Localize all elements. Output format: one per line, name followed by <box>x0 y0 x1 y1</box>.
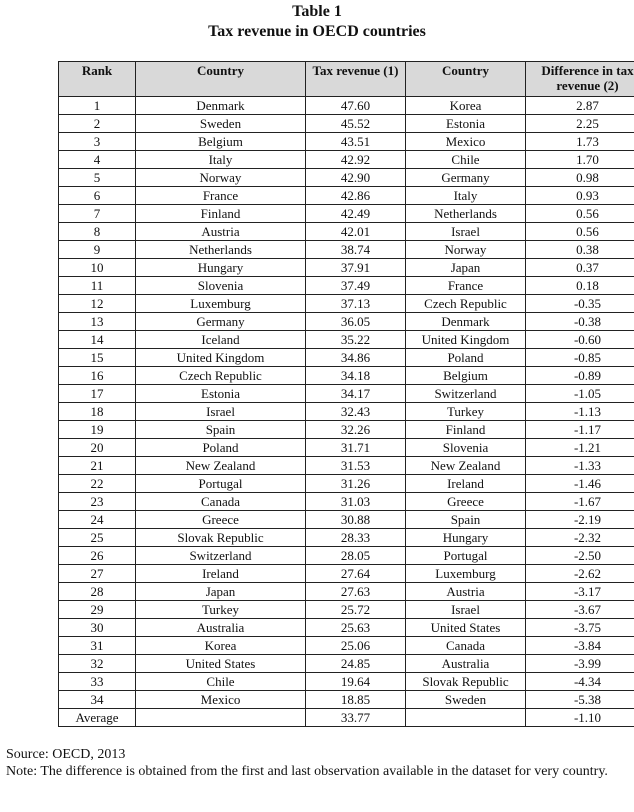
table-row <box>59 421 634 439</box>
cell-rank: 22 <box>59 475 136 493</box>
cell-tax-revenue: 25.06 <box>306 637 406 655</box>
table-row <box>59 367 634 385</box>
table-row <box>59 403 634 421</box>
header-tax-revenue: Tax revenue (1) <box>306 62 406 97</box>
cell-country-2: Italy <box>406 187 526 205</box>
cell-difference: -5.38 <box>526 691 634 709</box>
table-row <box>59 349 634 367</box>
cell-rank: 2 <box>59 115 136 133</box>
cell-rank: 16 <box>59 367 136 385</box>
cell-country: Norway <box>136 169 306 187</box>
cell-difference: -1.33 <box>526 457 634 475</box>
cell-difference: -3.67 <box>526 601 634 619</box>
cell-country-2: Denmark <box>406 313 526 331</box>
cell-tax-revenue: 24.85 <box>306 655 406 673</box>
table-row <box>59 205 634 223</box>
cell-country: Portugal <box>136 475 306 493</box>
cell-rank: 11 <box>59 277 136 295</box>
cell-tax-revenue: 34.17 <box>306 385 406 403</box>
cell-country-2: Austria <box>406 583 526 601</box>
cell-country-2: Korea <box>406 97 526 115</box>
cell-country: Spain <box>136 421 306 439</box>
cell-rank: Average <box>59 709 136 727</box>
cell-rank: 20 <box>59 439 136 457</box>
cell-tax-revenue: 18.85 <box>306 691 406 709</box>
table-row <box>59 673 634 691</box>
cell-country: Korea <box>136 637 306 655</box>
cell-difference: 0.56 <box>526 205 634 223</box>
cell-rank: 26 <box>59 547 136 565</box>
cell-difference: -2.50 <box>526 547 634 565</box>
cell-difference: -2.19 <box>526 511 634 529</box>
cell-country-2: Switzerland <box>406 385 526 403</box>
table-row <box>59 493 634 511</box>
cell-tax-revenue: 25.72 <box>306 601 406 619</box>
cell-country: Canada <box>136 493 306 511</box>
cell-country: Chile <box>136 673 306 691</box>
note-text: Note: The difference is obtained from the first and last observation available in the dataset for very country. <box>6 763 632 780</box>
table-row <box>59 565 634 583</box>
cell-rank: 18 <box>59 403 136 421</box>
cell-country: Italy <box>136 151 306 169</box>
cell-country-2: Estonia <box>406 115 526 133</box>
cell-tax-revenue: 31.26 <box>306 475 406 493</box>
cell-rank: 29 <box>59 601 136 619</box>
cell-difference: 0.38 <box>526 241 634 259</box>
table-row <box>59 133 634 151</box>
table-row <box>59 637 634 655</box>
cell-country: United Kingdom <box>136 349 306 367</box>
table-row <box>59 295 634 313</box>
header-row <box>59 62 634 97</box>
cell-country: New Zealand <box>136 457 306 475</box>
cell-difference: -3.75 <box>526 619 634 637</box>
cell-tax-revenue: 27.63 <box>306 583 406 601</box>
table-row <box>59 277 634 295</box>
cell-difference: 1.70 <box>526 151 634 169</box>
cell-country: Turkey <box>136 601 306 619</box>
cell-country-2: Israel <box>406 223 526 241</box>
table-row <box>59 547 634 565</box>
cell-tax-revenue: 38.74 <box>306 241 406 259</box>
cell-tax-revenue: 47.60 <box>306 97 406 115</box>
cell-country: Japan <box>136 583 306 601</box>
cell-country: Slovenia <box>136 277 306 295</box>
cell-country: Netherlands <box>136 241 306 259</box>
cell-rank: 3 <box>59 133 136 151</box>
cell-difference: -1.17 <box>526 421 634 439</box>
table-row <box>59 151 634 169</box>
cell-rank: 31 <box>59 637 136 655</box>
cell-country-2: Germany <box>406 169 526 187</box>
cell-difference: -0.60 <box>526 331 634 349</box>
cell-tax-revenue: 27.64 <box>306 565 406 583</box>
cell-country-2: Norway <box>406 241 526 259</box>
cell-country-2: Greece <box>406 493 526 511</box>
cell-country-2: Mexico <box>406 133 526 151</box>
cell-tax-revenue: 34.86 <box>306 349 406 367</box>
cell-difference: -2.32 <box>526 529 634 547</box>
cell-rank: 12 <box>59 295 136 313</box>
cell-difference: -2.62 <box>526 565 634 583</box>
cell-country-2: Portugal <box>406 547 526 565</box>
cell-difference: -1.10 <box>526 709 634 727</box>
cell-rank: 15 <box>59 349 136 367</box>
cell-difference: 2.87 <box>526 97 634 115</box>
cell-rank: 10 <box>59 259 136 277</box>
cell-rank: 27 <box>59 565 136 583</box>
source-text: Source: OECD, 2013 <box>6 746 632 763</box>
cell-country-2: New Zealand <box>406 457 526 475</box>
table-row <box>59 259 634 277</box>
cell-country-2: Spain <box>406 511 526 529</box>
cell-country: Poland <box>136 439 306 457</box>
cell-tax-revenue: 42.86 <box>306 187 406 205</box>
cell-tax-revenue: 31.03 <box>306 493 406 511</box>
cell-rank: 34 <box>59 691 136 709</box>
cell-country: Ireland <box>136 565 306 583</box>
cell-country: Germany <box>136 313 306 331</box>
cell-difference: -3.17 <box>526 583 634 601</box>
cell-tax-revenue: 36.05 <box>306 313 406 331</box>
cell-rank: 8 <box>59 223 136 241</box>
cell-tax-revenue: 32.26 <box>306 421 406 439</box>
cell-country-2: Finland <box>406 421 526 439</box>
table-row <box>59 169 634 187</box>
cell-tax-revenue: 31.71 <box>306 439 406 457</box>
cell-difference: 1.73 <box>526 133 634 151</box>
cell-country-2: Israel <box>406 601 526 619</box>
cell-tax-revenue: 42.92 <box>306 151 406 169</box>
cell-country: Estonia <box>136 385 306 403</box>
cell-rank: 25 <box>59 529 136 547</box>
cell-country-2: Slovenia <box>406 439 526 457</box>
cell-tax-revenue: 33.77 <box>306 709 406 727</box>
cell-country: United States <box>136 655 306 673</box>
cell-tax-revenue: 19.64 <box>306 673 406 691</box>
cell-country-2: Turkey <box>406 403 526 421</box>
cell-rank: 32 <box>59 655 136 673</box>
notes <box>6 746 632 780</box>
table-row <box>59 655 634 673</box>
cell-rank: 24 <box>59 511 136 529</box>
cell-rank: 14 <box>59 331 136 349</box>
cell-country-2: United Kingdom <box>406 331 526 349</box>
cell-tax-revenue: 28.05 <box>306 547 406 565</box>
cell-country-2: Czech Republic <box>406 295 526 313</box>
cell-difference: 0.18 <box>526 277 634 295</box>
cell-tax-revenue: 45.52 <box>306 115 406 133</box>
cell-rank: 13 <box>59 313 136 331</box>
header-country: Country <box>136 62 306 97</box>
cell-tax-revenue: 34.18 <box>306 367 406 385</box>
cell-country-2: Poland <box>406 349 526 367</box>
cell-tax-revenue: 31.53 <box>306 457 406 475</box>
table-row <box>59 439 634 457</box>
cell-rank: 1 <box>59 97 136 115</box>
cell-country: Czech Republic <box>136 367 306 385</box>
cell-country-2: Netherlands <box>406 205 526 223</box>
cell-rank: 5 <box>59 169 136 187</box>
table-row <box>59 97 634 115</box>
table-title: Table 1 <box>0 2 634 22</box>
cell-country-2: United States <box>406 619 526 637</box>
cell-country-2: Luxemburg <box>406 565 526 583</box>
cell-rank: 33 <box>59 673 136 691</box>
cell-country: Israel <box>136 403 306 421</box>
cell-country: Slovak Republic <box>136 529 306 547</box>
table-row <box>59 313 634 331</box>
cell-country-2 <box>406 709 526 727</box>
cell-difference: 0.37 <box>526 259 634 277</box>
cell-rank: 17 <box>59 385 136 403</box>
cell-country-2: Australia <box>406 655 526 673</box>
cell-tax-revenue: 37.91 <box>306 259 406 277</box>
table-row <box>59 511 634 529</box>
cell-country: Austria <box>136 223 306 241</box>
cell-difference: 0.98 <box>526 169 634 187</box>
cell-country: Switzerland <box>136 547 306 565</box>
cell-country: France <box>136 187 306 205</box>
cell-country-2: Slovak Republic <box>406 673 526 691</box>
cell-country-2: Canada <box>406 637 526 655</box>
cell-tax-revenue: 42.49 <box>306 205 406 223</box>
table-row <box>59 115 634 133</box>
cell-tax-revenue: 28.33 <box>306 529 406 547</box>
table-row <box>59 385 634 403</box>
table-row <box>59 619 634 637</box>
table-row <box>59 691 634 709</box>
table-row <box>59 475 634 493</box>
table-row <box>59 601 634 619</box>
cell-difference: 0.56 <box>526 223 634 241</box>
cell-difference: 0.93 <box>526 187 634 205</box>
cell-tax-revenue: 30.88 <box>306 511 406 529</box>
cell-tax-revenue: 35.22 <box>306 331 406 349</box>
cell-country-2: Hungary <box>406 529 526 547</box>
cell-country: Mexico <box>136 691 306 709</box>
cell-country: Australia <box>136 619 306 637</box>
cell-country: Greece <box>136 511 306 529</box>
cell-rank: 28 <box>59 583 136 601</box>
cell-difference: -1.46 <box>526 475 634 493</box>
header-country-2: Country <box>406 62 526 97</box>
cell-rank: 9 <box>59 241 136 259</box>
cell-difference: -0.35 <box>526 295 634 313</box>
cell-country-2: France <box>406 277 526 295</box>
table-row <box>59 583 634 601</box>
cell-rank: 6 <box>59 187 136 205</box>
cell-country: Iceland <box>136 331 306 349</box>
table-row <box>59 223 634 241</box>
cell-country-2: Chile <box>406 151 526 169</box>
header-rank: Rank <box>59 62 136 97</box>
table-subtitle: Tax revenue in OECD countries <box>0 22 634 42</box>
table-row <box>59 241 634 259</box>
table-row <box>59 709 634 727</box>
table-row <box>59 529 634 547</box>
cell-difference: -0.85 <box>526 349 634 367</box>
cell-difference: -1.67 <box>526 493 634 511</box>
cell-difference: -4.34 <box>526 673 634 691</box>
cell-country-2: Belgium <box>406 367 526 385</box>
cell-difference: -1.21 <box>526 439 634 457</box>
table-body <box>59 97 634 727</box>
cell-difference: -1.05 <box>526 385 634 403</box>
cell-difference: -0.89 <box>526 367 634 385</box>
cell-difference: 2.25 <box>526 115 634 133</box>
cell-country: Hungary <box>136 259 306 277</box>
cell-tax-revenue: 42.90 <box>306 169 406 187</box>
cell-tax-revenue: 25.63 <box>306 619 406 637</box>
cell-rank: 4 <box>59 151 136 169</box>
cell-country: Belgium <box>136 133 306 151</box>
cell-rank: 21 <box>59 457 136 475</box>
table-row <box>59 331 634 349</box>
cell-difference: -0.38 <box>526 313 634 331</box>
cell-rank: 7 <box>59 205 136 223</box>
table-row <box>59 457 634 475</box>
cell-country-2: Ireland <box>406 475 526 493</box>
header-difference: Difference in tax revenue (2) <box>526 62 634 97</box>
cell-rank: 23 <box>59 493 136 511</box>
cell-difference: -1.13 <box>526 403 634 421</box>
cell-tax-revenue: 37.49 <box>306 277 406 295</box>
cell-rank: 30 <box>59 619 136 637</box>
cell-country-2: Sweden <box>406 691 526 709</box>
cell-country <box>136 709 306 727</box>
cell-country-2: Japan <box>406 259 526 277</box>
cell-tax-revenue: 43.51 <box>306 133 406 151</box>
cell-tax-revenue: 42.01 <box>306 223 406 241</box>
tax-revenue-table <box>58 61 634 727</box>
cell-country: Denmark <box>136 97 306 115</box>
cell-difference: -3.99 <box>526 655 634 673</box>
cell-country: Finland <box>136 205 306 223</box>
table-row <box>59 187 634 205</box>
cell-tax-revenue: 37.13 <box>306 295 406 313</box>
cell-country: Luxemburg <box>136 295 306 313</box>
cell-rank: 19 <box>59 421 136 439</box>
cell-difference: -3.84 <box>526 637 634 655</box>
cell-country: Sweden <box>136 115 306 133</box>
cell-tax-revenue: 32.43 <box>306 403 406 421</box>
